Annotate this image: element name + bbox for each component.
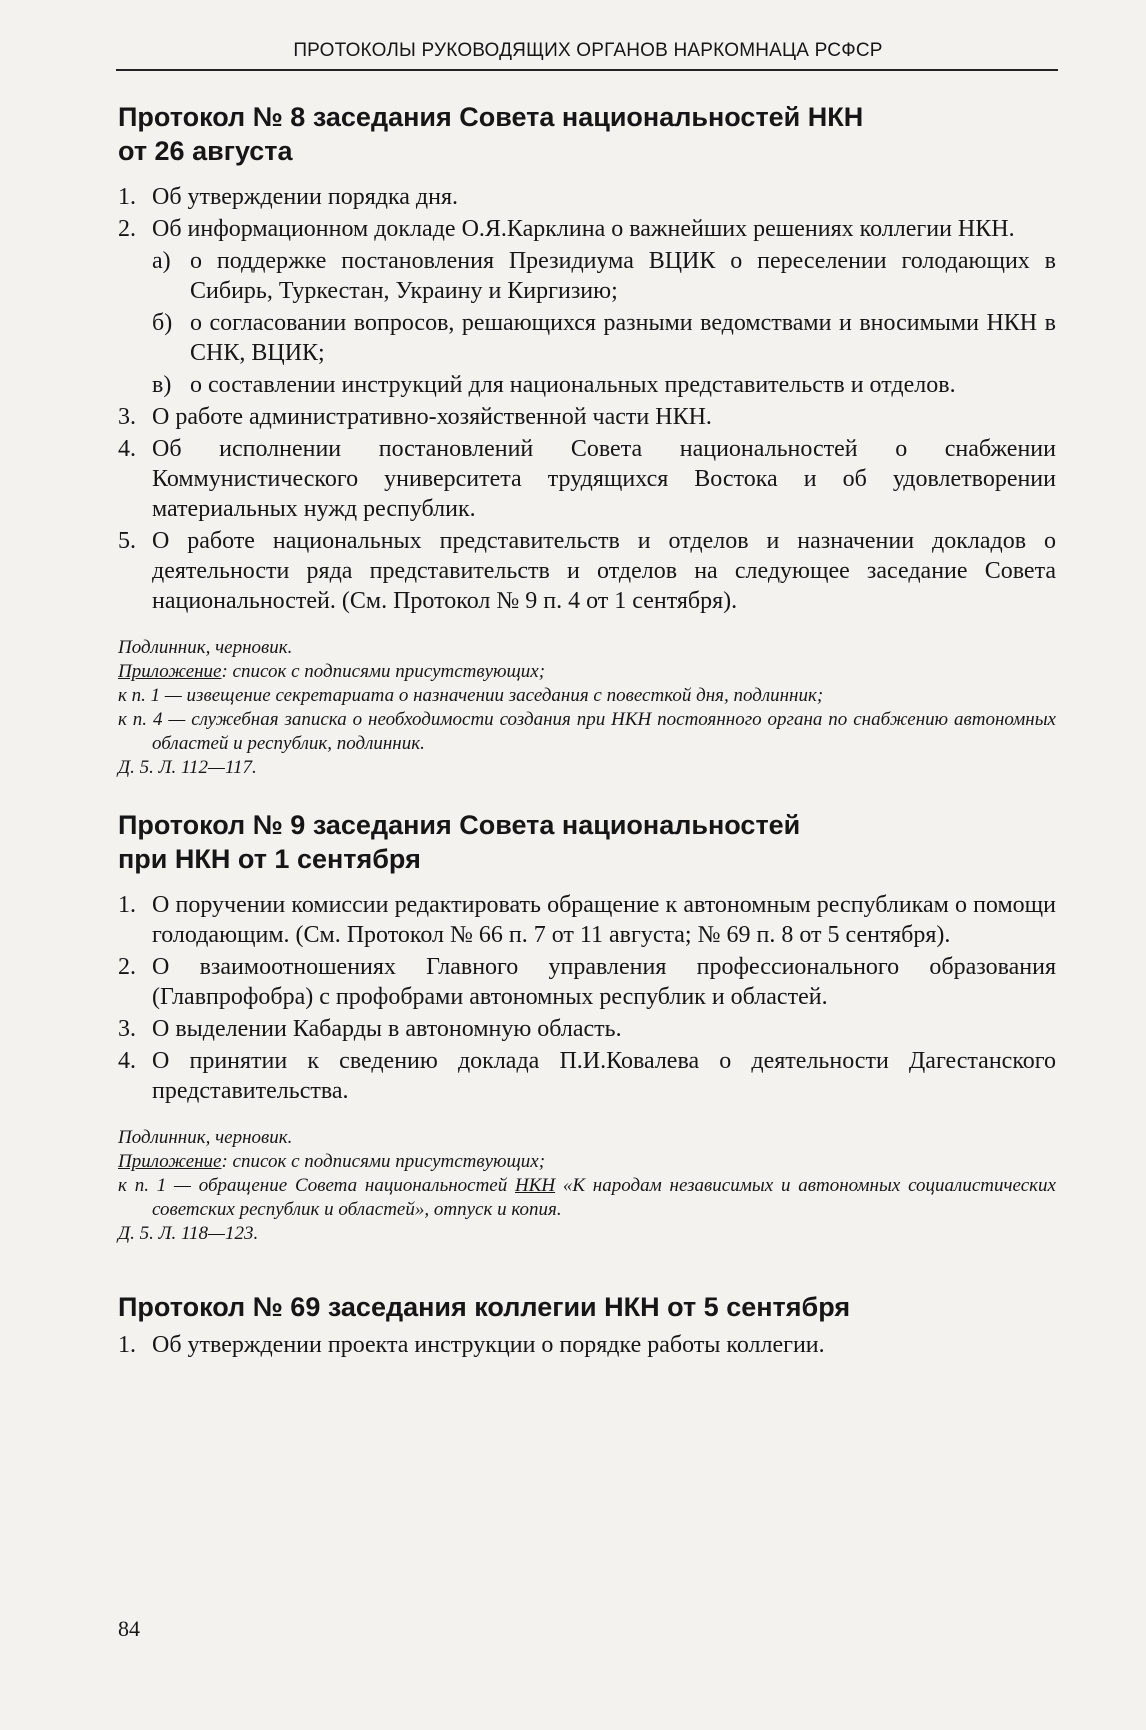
appendix-text: : список с подписями присутствующих; xyxy=(221,661,546,682)
item-number: 4. xyxy=(118,1048,136,1074)
item-number: 3. xyxy=(118,404,136,430)
appendix-text: : список с подписями присутствующих; xyxy=(221,1151,546,1172)
agenda-item xyxy=(118,1014,1056,1044)
item-text: Об исполнении постановлений Совета национальностей о снабжении Коммунистического университета трудящихся Востока и об удовлетворении материальных нужд республик. xyxy=(152,436,1056,522)
item-number: 5. xyxy=(118,528,136,554)
attachment-text: «К народам независимых и автономных социалистических советских республик и областей», отпуск и копия. xyxy=(152,1175,1056,1220)
agenda-item xyxy=(118,1046,1056,1106)
item-text: О работе административно-хозяйственной части НКН. xyxy=(152,404,712,430)
original-note: Подлинник, черновик. xyxy=(118,637,293,658)
item-text: О взаимоотношениях Главного управления профессионального образования (Главпрофобра) с профобрами автономных республик и областей. xyxy=(152,954,1056,1010)
item-number: 1. xyxy=(118,892,136,918)
item-number: 3. xyxy=(118,1016,136,1042)
section-title xyxy=(118,1290,1056,1324)
section-title xyxy=(118,808,1056,876)
section-title xyxy=(118,100,1056,168)
item-number: 2. xyxy=(118,216,136,242)
item-number: 2. xyxy=(118,954,136,980)
agenda-subitem xyxy=(118,370,1056,400)
item-text: О работе национальных представительств и отделов и назначении докладов о деятельности ряда представительств и отделов на следующее заседание Совета национальностей. (См. Протокол № 9 п. 4 от 1 сентября). xyxy=(152,528,1056,614)
item-text: Об информационном докладе О.Я.Карклина о важнейших решениях коллегии НКН. xyxy=(152,216,1015,242)
appendix-note xyxy=(118,660,1056,684)
item-number: 4. xyxy=(118,436,136,462)
attachment-note: к п. 1 — извещение секретариата о назначении заседания с повесткой дня, подлинник; xyxy=(118,685,824,706)
agenda-item xyxy=(118,952,1056,1012)
original-note: Подлинник, черновик. xyxy=(118,1127,293,1148)
attachment-note: к п. 4 — служебная записка о необходимости создания при НКН постоянного органа по снабжению автономных областей и республик, подлинник. xyxy=(118,709,1056,754)
item-text: Об утверждении проекта инструкции о порядке работы коллегии. xyxy=(152,1332,825,1358)
item-text: Об утверждении порядка дня. xyxy=(152,184,458,210)
agenda-item xyxy=(118,182,1056,212)
title-line-1: Протокол № 69 заседания коллегии НКН от 5 сентября xyxy=(118,1292,851,1322)
subitem-text: о поддержке постановления Президиума ВЦИК о переселении голодающих в Сибирь, Туркестан, Украину и Киргизию; xyxy=(190,248,1056,304)
agenda-item xyxy=(118,402,1056,432)
appendix-note xyxy=(118,1150,1056,1174)
subitem-text: о согласовании вопросов, решающихся разными ведомствами и вносимыми НКН в СНК, ВЦИК; xyxy=(190,310,1056,366)
agenda-subitem xyxy=(118,246,1056,306)
agenda-item xyxy=(118,526,1056,616)
item-text: О принятии к сведению доклада П.И.Ковалева о деятельности Дагестанского представительства. xyxy=(152,1048,1056,1104)
archival-notes xyxy=(118,1126,1056,1246)
protocol-69-section xyxy=(118,1290,1056,1360)
item-text: О выделении Кабарды в автономную область. xyxy=(152,1016,622,1042)
archive-reference: Д. 5. Л. 118—123. xyxy=(118,1223,259,1244)
appendix-label: Приложение xyxy=(118,1151,222,1172)
agenda-item xyxy=(118,890,1056,950)
header-rule xyxy=(116,69,1058,71)
title-line-1: Протокол № 8 заседания Совета национальностей НКН xyxy=(118,102,864,132)
attachment-note xyxy=(118,1174,1056,1222)
attachment-text: к п. 1 — обращение Совета национальностей xyxy=(118,1175,516,1196)
agenda-item xyxy=(118,214,1056,244)
title-line-2: при НКН от 1 сентября xyxy=(118,844,421,874)
agenda-subitem xyxy=(118,308,1056,368)
agenda-item xyxy=(118,1330,1056,1360)
running-head: ПРОТОКОЛЫ РУКОВОДЯЩИХ ОРГАНОВ НАРКОМНАЦА РСФСР xyxy=(293,40,883,61)
appendix-label: Приложение xyxy=(118,661,222,682)
page-content xyxy=(118,96,1056,1362)
item-number: 1. xyxy=(118,184,136,210)
archival-notes xyxy=(118,636,1056,780)
protocol-9-section xyxy=(118,808,1056,1246)
agenda-item xyxy=(118,434,1056,524)
item-number: 1. xyxy=(118,1332,136,1358)
protocol-8-section xyxy=(118,100,1056,780)
subitem-text: о составлении инструкций для национальных представительств и отделов. xyxy=(190,372,956,398)
title-line-2: от 26 августа xyxy=(118,136,293,166)
archive-reference: Д. 5. Л. 112—117. xyxy=(118,757,257,778)
page-number: 84 xyxy=(118,1616,140,1641)
attachment-underlined: НКН xyxy=(515,1175,556,1196)
subitem-letter: а) xyxy=(152,248,171,274)
subitem-letter: б) xyxy=(152,310,173,336)
item-text: О поручении комиссии редактировать обращение к автономным республикам о помощи голодающим. (См. Протокол № 66 п. 7 от 11 августа; № 69 п. 8 от 5 сентября). xyxy=(152,892,1056,948)
title-line-1: Протокол № 9 заседания Совета национальностей xyxy=(118,810,801,840)
subitem-letter: в) xyxy=(152,372,172,398)
